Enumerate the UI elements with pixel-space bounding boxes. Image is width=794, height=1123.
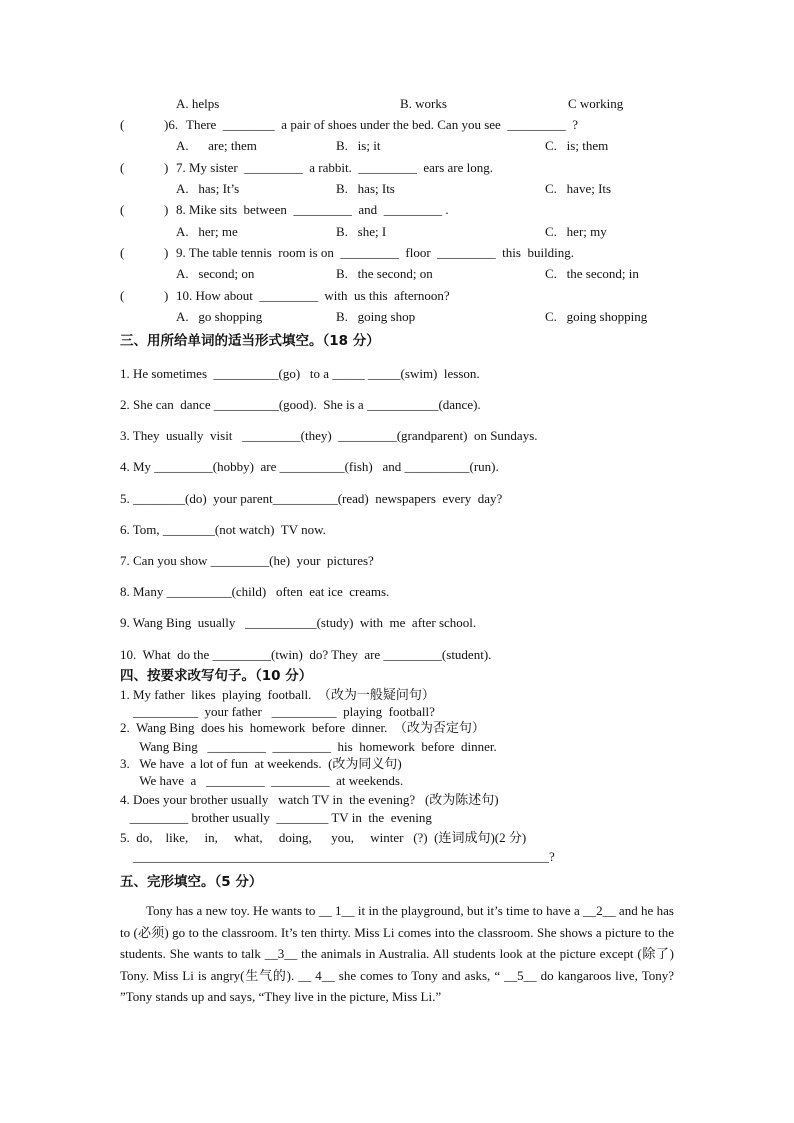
- q6-close-paren: )6.: [164, 117, 179, 132]
- q6-question: There ________ a pair of shoes under the bed. Can you see _________ ?: [186, 117, 579, 132]
- section4-line-9: 5. do, like, in, what, doing, you, winter (?) (连词成句)(2 分): [120, 830, 527, 845]
- section4-line-6: We have a _________ _________ at weekends.: [120, 773, 404, 788]
- q9-close-paren: ): [164, 245, 169, 260]
- section4-line-5: 3. We have a lot of fun at weekends. (改为同义句): [120, 756, 402, 771]
- q7-option-c: C. have; Its: [545, 181, 612, 196]
- section3-item-6: 6. Tom, ________(not watch) TV now.: [120, 522, 326, 537]
- q8-option-b: B. she; I: [336, 224, 387, 239]
- q5-option-c: C working: [568, 96, 624, 111]
- section4-title: 四、按要求改写句子。（10 分）: [120, 668, 313, 684]
- q10-option-a: A. go shopping: [176, 309, 263, 324]
- section3-item-2: 2. She can dance __________(good). She is a ___________(dance).: [120, 397, 481, 412]
- q10-option-c: C. going shopping: [545, 309, 648, 324]
- q5-option-b: B. works: [400, 96, 447, 111]
- section4-line-7: 4. Does your brother usually watch TV in the evening? (改为陈述句): [120, 792, 499, 807]
- q8-option-a: A. her; me: [176, 224, 238, 239]
- section3-item-1: 1. He sometimes __________(go) to a _____ _____(swim) lesson.: [120, 366, 480, 381]
- cloze-paragraph: Tony has a new toy. He wants to __ 1__ it in the playground, but it’s time to have a __2__ and he has to (必须) go to the classroom. It’s ten thirty. Miss Li comes into the classroom. She shows a picture to the students. She wants to talk __3__ the animals in Australia. All students look at the picture except (除了) Tony. Miss Li is angry(生气的). __ 4__ she comes to Tony and asks, “ __5__ do kangaroos live, Tony? ”Tony stands up and says, “They live in the picture, Miss Li.”: [120, 903, 674, 1004]
- q7-option-b: B. has; Its: [336, 181, 395, 196]
- section3-item-5: 5. ________(do) your parent__________(read) newspapers every day?: [120, 491, 503, 506]
- q10-close-paren: ): [164, 288, 169, 303]
- section3-item-8: 8. Many __________(child) often eat ice creams.: [120, 584, 390, 599]
- cloze-passage: [120, 900, 674, 1008]
- section3-item-3: 3. They usually visit _________(they) _________(grandparent) on Sundays.: [120, 428, 538, 443]
- q8-close-paren: ): [164, 202, 169, 217]
- q6-option-a: A. are; them: [176, 138, 257, 153]
- section4-line-1: 1. My father likes playing football. （改为一般疑问句）: [120, 687, 435, 702]
- section3-item-7: 7. Can you show _________(he) your pictures?: [120, 553, 374, 568]
- section4-line-10: ________________________________________________________________?: [120, 849, 555, 864]
- section4-line-8: _________ brother usually ________ TV in the evening: [120, 810, 432, 825]
- q7-open-paren: (: [120, 160, 125, 175]
- q9-option-b: B. the second; on: [336, 266, 433, 281]
- section4-line-3: 2. Wang Bing does his homework before dinner. （改为否定句）: [120, 720, 485, 735]
- section3-item-10: 10. What do the _________(twin) do? They are _________(student).: [120, 647, 492, 662]
- q9-question: 9. The table tennis room is on _________ floor _________ this building.: [176, 245, 575, 260]
- q9-option-a: A. second; on: [176, 266, 255, 281]
- section3-title: 三、用所给单词的适当形式填空。（18 分）: [120, 333, 380, 349]
- section5-title: 五、完形填空。（5 分）: [120, 874, 263, 890]
- section4-line-4: Wang Bing _________ _________ his homework before dinner.: [120, 739, 497, 754]
- q6-option-c: C. is; them: [545, 138, 609, 153]
- q10-question: 10. How about _________ with us this afternoon?: [176, 288, 450, 303]
- q9-open-paren: (: [120, 245, 125, 260]
- q8-question: 8. Mike sits between _________ and _________ .: [176, 202, 449, 217]
- q6-open-paren: (: [120, 117, 125, 132]
- q9-option-c: C. the second; in: [545, 266, 639, 281]
- q8-option-c: C. her; my: [545, 224, 607, 239]
- q5-option-a: A. helps: [176, 96, 220, 111]
- section3-item-4: 4. My _________(hobby) are __________(fish) and __________(run).: [120, 459, 499, 474]
- q7-question: 7. My sister _________ a rabbit. _________ ears are long.: [176, 160, 494, 175]
- q6-option-b: B. is; it: [336, 138, 381, 153]
- q10-option-b: B. going shop: [336, 309, 416, 324]
- section4-line-2: __________ your father __________ playing football?: [120, 704, 435, 719]
- q8-open-paren: (: [120, 202, 125, 217]
- q7-close-paren: ): [164, 160, 169, 175]
- section3-item-9: 9. Wang Bing usually ___________(study) with me after school.: [120, 615, 477, 630]
- q10-open-paren: (: [120, 288, 125, 303]
- q7-option-a: A. has; It’s: [176, 181, 240, 196]
